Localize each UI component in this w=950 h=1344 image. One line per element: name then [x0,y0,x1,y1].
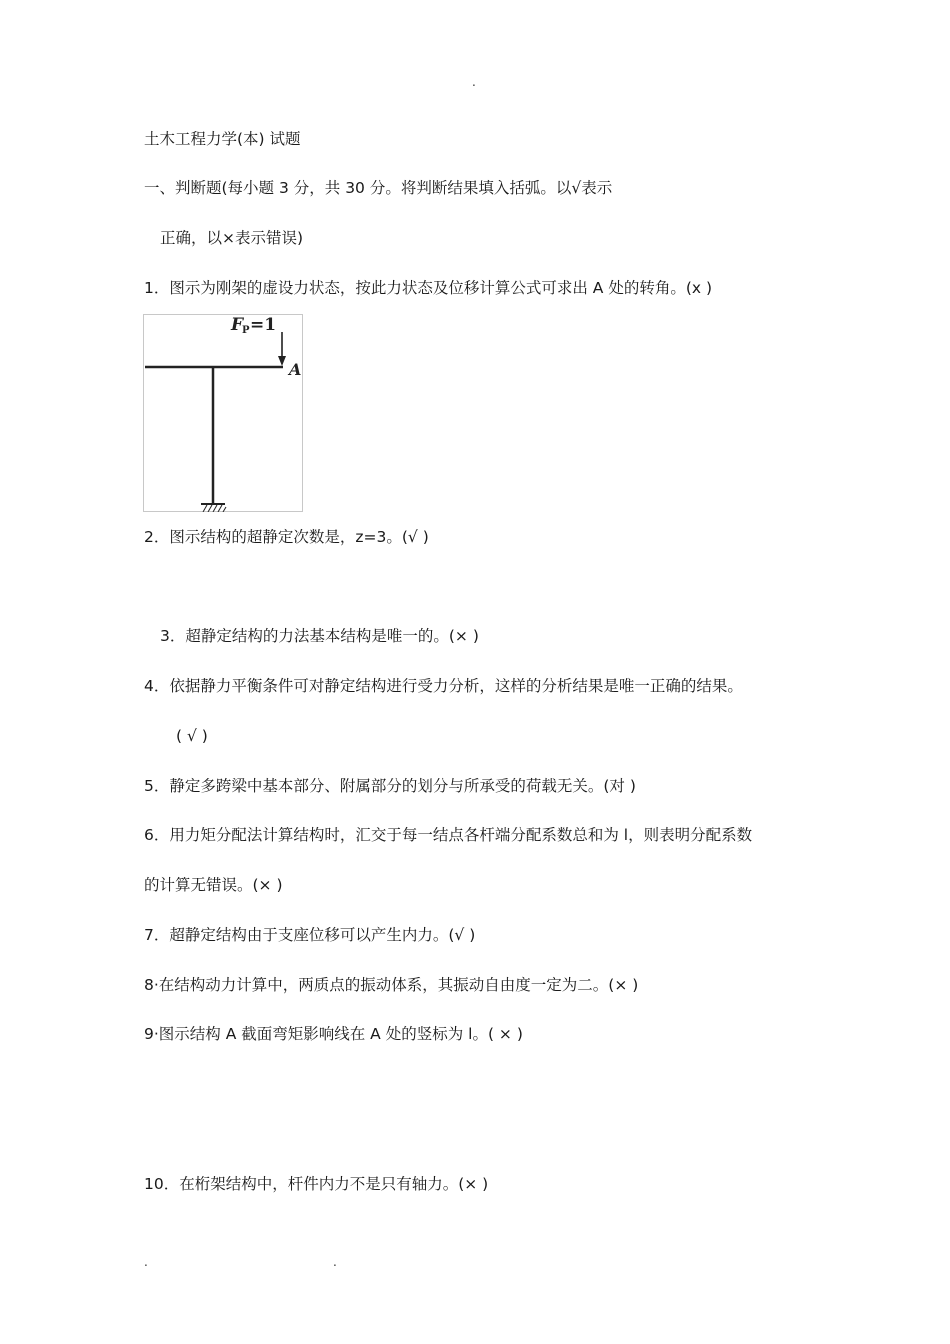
header-mark: . [472,75,476,89]
question-6: 6．用力矩分配法计算结构时，汇交于每一结点各杆端分配系数总和为 l，则表明分配系数 [144,826,753,844]
page-title: 土木工程力学(本) 试题 [144,130,301,148]
load-value: =1 [250,315,277,335]
question-3: 3．超静定结构的力法基本结构是唯一的。(× ) [160,627,479,645]
question-6-cont: 的计算无错误。(× ) [144,876,283,894]
question-8: 8·在结构动力计算中，两质点的振动体系，其振动自由度一定为二。(× ) [144,976,639,994]
question-4-answer: ( √ ) [176,727,208,745]
question-1: 1．图示为刚架的虚设力状态，按此力状态及位移计算公式可求出 A 处的转角。(x ) [144,279,713,297]
question-4: 4．依据静力平衡条件可对静定结构进行受力分析，这样的分析结果是唯一正确的结果。 [144,677,743,695]
question-7: 7．超静定结构由于支座位移可以产生内力。(√ ) [144,926,476,944]
load-symbol: F [231,315,244,335]
section-heading: 一、判断题(每小题 3 分，共 30 分。将判断结果填入括弧。以√表示 [144,179,613,197]
question-10: 10．在桁架结构中，杆件内力不是只有轴力。(× ) [144,1175,489,1193]
footer-mark-right: . [333,1255,337,1269]
question-5: 5．静定多跨梁中基本部分、附属部分的划分与所承受的荷载无关。(对 ) [144,777,636,795]
figure-border [144,315,303,512]
question-9: 9·图示结构 A 截面弯矩影响线在 A 处的竖标为 l。( × ) [144,1025,523,1043]
footer-mark-left: . [144,1255,148,1269]
point-a-label: A [289,360,302,379]
section-heading-cont: 正确，以×表示错误) [160,229,304,247]
load-subscript: P [242,325,250,336]
question-2: 2．图示结构的超静定次数是，z=3。(√ ) [144,528,429,546]
frame-diagram [143,314,303,512]
